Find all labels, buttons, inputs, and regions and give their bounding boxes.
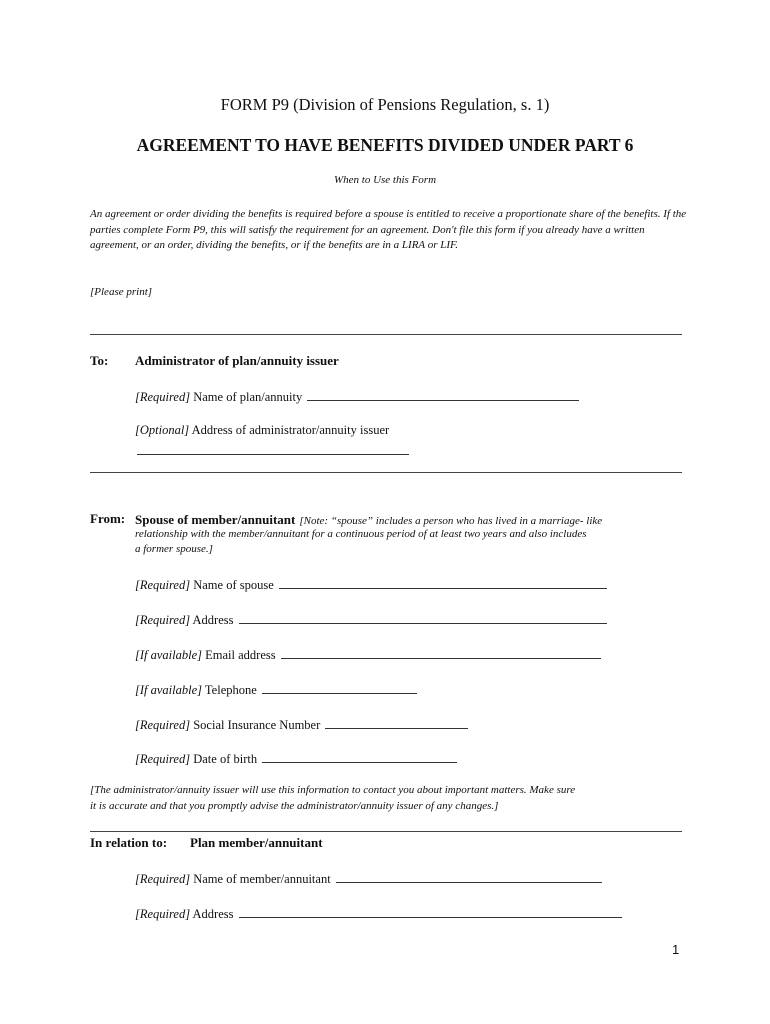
field-label: Address [192, 613, 234, 627]
plan-name-field [135, 388, 579, 405]
field-qualifier: [If available] [135, 648, 203, 662]
administrator-address-input-wrap [135, 442, 409, 460]
field-label: Social Insurance Number [193, 718, 321, 732]
field-qualifier: [Required] [135, 578, 191, 592]
spouse-definition-note-line3: a former spouse.] [135, 543, 213, 555]
member-name-field [135, 870, 602, 887]
member-address-input[interactable] [239, 905, 622, 918]
spouse-telephone-field [135, 681, 417, 698]
spouse-email-field [135, 646, 601, 663]
field-qualifier: [Required] [135, 752, 191, 766]
in-relation-to-heading: Plan member/annuitant [190, 835, 323, 850]
field-qualifier: [Required] [135, 613, 191, 627]
to-label: To: [90, 353, 109, 368]
field-label: Address [192, 907, 234, 921]
spouse-address-input[interactable] [239, 611, 607, 624]
spouse-dob-input[interactable] [262, 750, 457, 763]
member-address-field [135, 905, 622, 922]
contact-info-note-line2: it is accurate and that you promptly advise the administrator/annuity issuer of any changes.] [90, 800, 499, 812]
administrator-address-field [135, 423, 389, 438]
field-qualifier: [Required] [135, 872, 191, 886]
spouse-email-input[interactable] [281, 646, 601, 659]
from-heading-line [135, 511, 602, 529]
from-heading: Spouse of member/annuitant [135, 512, 296, 527]
field-qualifier: [Optional] [135, 423, 190, 437]
divider [90, 472, 682, 473]
page-number: 1 [672, 942, 680, 957]
spouse-address-field [135, 611, 607, 628]
field-label: Date of birth [193, 752, 258, 766]
field-label: Name of member/annuitant [193, 872, 331, 886]
spouse-telephone-input[interactable] [262, 681, 417, 694]
divider [90, 831, 682, 832]
field-label: Telephone [204, 683, 257, 697]
spouse-name-input[interactable] [279, 576, 607, 589]
plan-name-input[interactable] [307, 388, 579, 401]
field-label: Name of plan/annuity [193, 390, 303, 404]
field-label: Name of spouse [193, 578, 274, 592]
spouse-sin-field [135, 716, 468, 733]
field-qualifier: [If available] [135, 683, 203, 697]
administrator-address-input[interactable] [137, 442, 409, 455]
intro-paragraph: An agreement or order dividing the benefits is required before a spouse is entitled to receive a proportionate share of the benefits. If the parties complete Form P9, this will satisfy the requirement for an agreement. Don't file this form if you already have a written agreement, or an order, dividing the benefits, or if the benefits are in a LIRA or LIF. [90, 208, 687, 251]
divider [90, 334, 682, 335]
spouse-definition-note: [Note: “spouse” includes a person who has lived in a marriage- like [299, 515, 603, 527]
page-title: AGREEMENT TO HAVE BENEFITS DIVIDED UNDER PART 6 [136, 135, 634, 155]
when-to-use-heading: When to Use this Form [333, 174, 437, 186]
spouse-definition-note-line2: relationship with the member/annuitant for a continuous period of at least two years and also includes [135, 528, 587, 540]
from-label: From: [90, 511, 126, 526]
spouse-sin-input[interactable] [325, 716, 468, 729]
please-print-note: [Please print] [90, 286, 153, 298]
form-number-title: FORM P9 (Division of Pensions Regulation, s. 1) [220, 95, 550, 114]
spouse-dob-field [135, 750, 457, 767]
spouse-name-field [135, 576, 607, 593]
field-qualifier: [Required] [135, 907, 191, 921]
field-label: Email address [205, 648, 276, 662]
in-relation-to-label: In relation to: [90, 835, 168, 850]
member-name-input[interactable] [336, 870, 602, 883]
field-label: Address of administrator/annuity issuer [191, 423, 390, 437]
to-heading: Administrator of plan/annuity issuer [135, 353, 339, 368]
field-qualifier: [Required] [135, 390, 191, 404]
field-qualifier: [Required] [135, 718, 191, 732]
contact-info-note-line1: [The administrator/annuity issuer will use this information to contact you about important matters. Make sure [90, 784, 576, 796]
